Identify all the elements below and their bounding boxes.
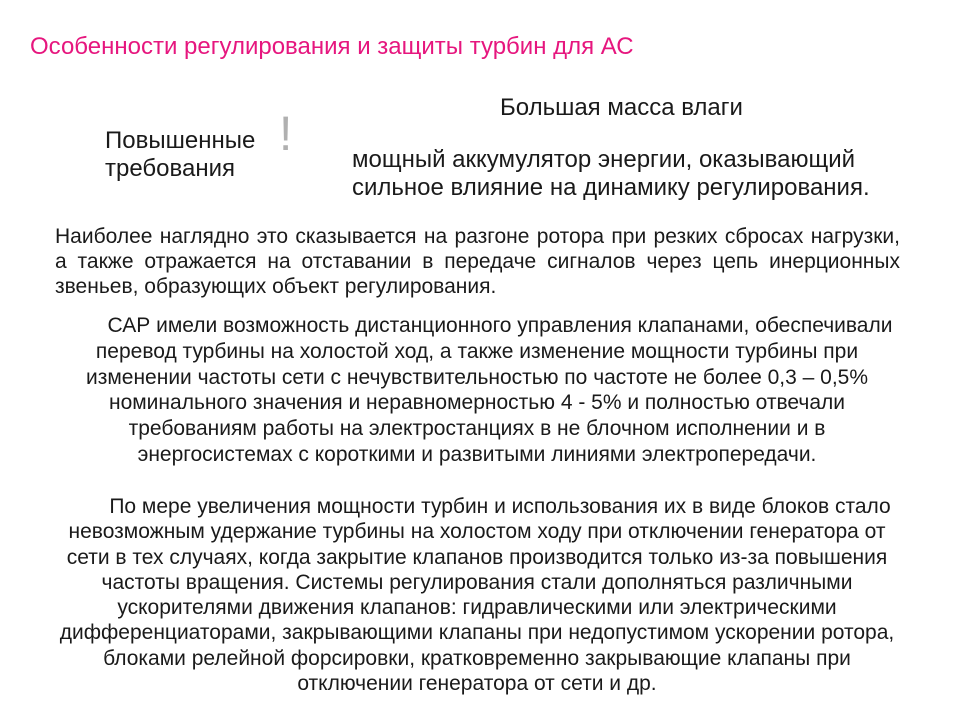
slide-title: Особенности регулирования и защиты турбин для АС (30, 33, 634, 60)
accumulator-line: мощный аккумулятор энергии, оказывающий (352, 146, 856, 173)
paragraph-line: САР имели возможность дистанционного управления клапанами, обеспечивали (107, 314, 893, 337)
requirements-line: требования (105, 155, 235, 182)
requirements-label (105, 127, 255, 183)
paragraph-line: изменении частоты сети с нечувствительностью по частоте не более 0,3 – 0,5% (85, 365, 869, 389)
requirements-line: Повышенные (105, 127, 256, 154)
exclamation-mark: ! (279, 108, 293, 161)
paragraph-line: частоты вращения. Системы регулирования стали дополняться различными (101, 570, 853, 594)
moisture-heading: Большая масса влаги (500, 94, 743, 121)
paragraph-line: а также отражается на отставании в передаче сигналов через цепь инерционных (55, 250, 900, 273)
paragraph-line: дифференциаторами, закрывающими клапаны при недопустимом ускорении ротора, (59, 621, 895, 645)
paragraph-line: сети в тех случаях, когда закрытие клапанов производится только из-за повышения (66, 545, 888, 569)
paragraph-line: ускорителями движения клапанов: гидравлическими или электрическими (117, 596, 837, 620)
paragraph-line: Наиболее наглядно это сказывается на разгоне ротора при резких сбросах нагрузки, (55, 225, 900, 248)
paragraph-line: звеньев, образующих объект регулирования. (55, 275, 497, 298)
paragraph-line: энергосистемах с короткими и развитыми линиями электропередачи. (137, 442, 817, 466)
accumulator-note (352, 146, 870, 202)
paragraph-line: требованиям работы на электростанциях в не блочном исполнении и в (128, 417, 826, 441)
paragraph-line: По мере увеличения мощности турбин и использования их в виде блоков стало (109, 495, 891, 518)
paragraph-line: невозможным удержание турбины на холостом ходу при отключении генератора от (68, 520, 886, 544)
paragraph-inertia (55, 224, 900, 299)
paragraph-line: блоками релейной форсировки, кратковременно закрывающие клапаны при (103, 646, 851, 670)
accumulator-line: сильное влияние на динамику регулирования. (352, 174, 870, 201)
paragraph-sar (0, 313, 954, 468)
paragraph-accelerators (0, 494, 954, 696)
paragraph-line: отключении генератора от сети и др. (297, 672, 657, 696)
paragraph-line: перевод турбины на холостой ход, а также изменение мощности турбины при (95, 339, 859, 363)
paragraph-line: номинального значения и неравномерностью 4 - 5% и полностью отвечали (108, 391, 846, 415)
